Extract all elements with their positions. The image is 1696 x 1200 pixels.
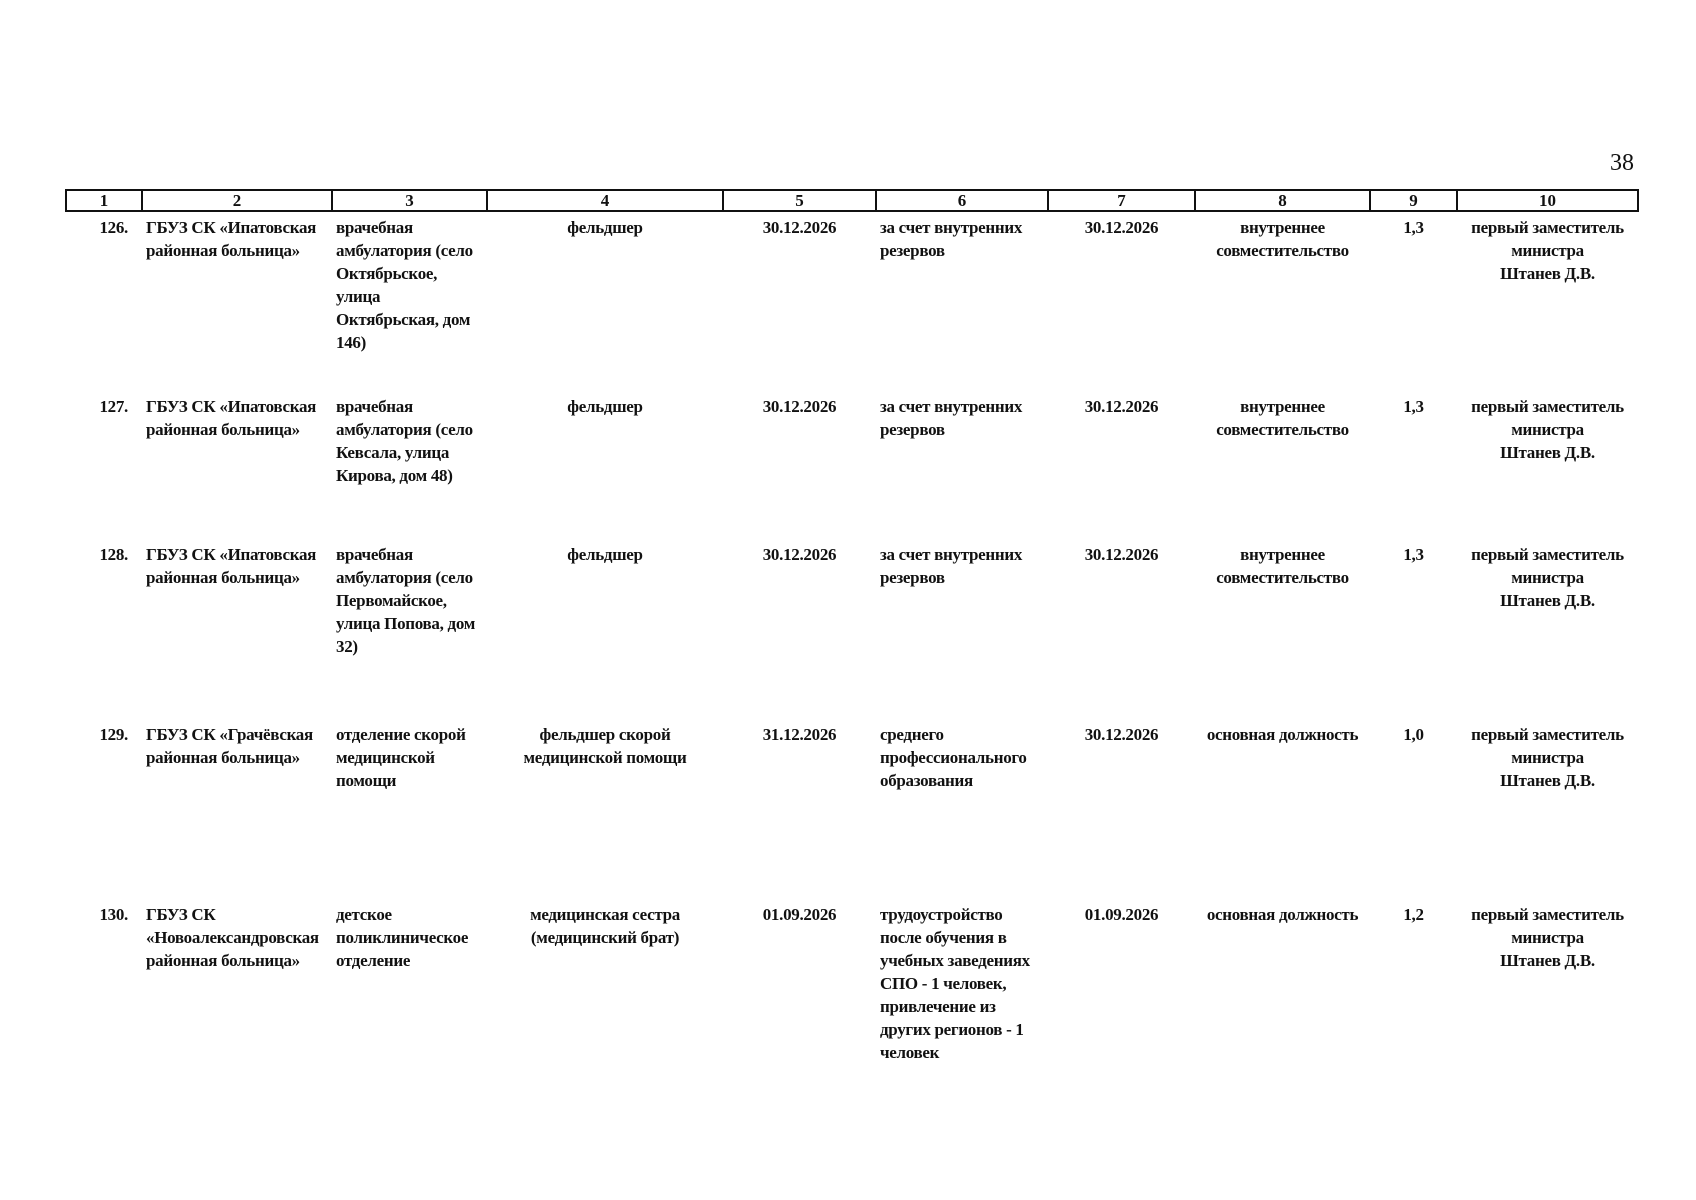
organization-cell: ГБУЗ СК «Грачёвская районная больница»: [146, 725, 313, 767]
employment-type-cell: внутреннее совместительство: [1216, 545, 1349, 587]
table-row: [66, 391, 1638, 539]
unit-cell: врачебная амбулатория (село Кевсала, улица Кирова, дом 48): [336, 397, 473, 485]
column-header-1: 1: [66, 190, 142, 211]
unit-cell: врачебная амбулатория (село Октябрьское, улица Октябрьская, дом 146): [336, 218, 473, 352]
position-cell: фельдшер: [567, 545, 643, 564]
position-cell: фельдшер: [567, 397, 643, 416]
source-cell: среднего профессионального образования: [880, 725, 1027, 790]
organization-cell: ГБУЗ СК «Ипатовская районная больница»: [146, 218, 317, 260]
responsible-cell: первый заместитель министра Штанев Д.В.: [1471, 397, 1624, 462]
employment-type-cell: внутреннее совместительство: [1216, 218, 1349, 260]
position-cell: фельдшер: [567, 218, 643, 237]
unit-cell: детское поликлиническое отделение: [336, 905, 469, 970]
column-header-7: 7: [1048, 190, 1195, 211]
source-cell: трудоустройство после обучения в учебных заведениях СПО - 1 человек, привлечение из других регионов - 1 человек: [880, 905, 1030, 1062]
table-row: [66, 539, 1638, 719]
responsible-cell: первый заместитель министра Штанев Д.В.: [1471, 218, 1624, 283]
position-cell: фельдшер скорой медицинской помощи: [523, 725, 687, 767]
rate-cell: 1,2: [1403, 905, 1424, 924]
need-date-cell: 01.09.2026: [762, 905, 837, 924]
organization-cell: ГБУЗ СК «Ипатовская районная больница»: [146, 397, 317, 439]
source-cell: за счет внутренних резервов: [880, 545, 1023, 587]
page-number: 38: [1610, 150, 1634, 176]
column-number-row: [66, 190, 1638, 211]
rate-cell: 1,3: [1403, 218, 1424, 237]
fill-date-cell: 30.12.2026: [1084, 545, 1159, 564]
row-number: 127.: [99, 397, 128, 416]
column-header-6: 6: [876, 190, 1048, 211]
rate-cell: 1,0: [1403, 725, 1424, 744]
need-date-cell: 31.12.2026: [762, 725, 837, 744]
source-cell: за счет внутренних резервов: [880, 218, 1023, 260]
column-header-9: 9: [1370, 190, 1457, 211]
need-date-cell: 30.12.2026: [762, 218, 837, 237]
employment-type-cell: основная должность: [1206, 725, 1359, 744]
column-header-2: 2: [142, 190, 332, 211]
organization-cell: ГБУЗ СК «Ипатовская районная больница»: [146, 545, 317, 587]
fill-date-cell: 01.09.2026: [1084, 905, 1159, 924]
column-header-10: 10: [1457, 190, 1638, 211]
need-date-cell: 30.12.2026: [762, 545, 837, 564]
table-row: [66, 719, 1638, 899]
row-number: 130.: [99, 905, 128, 924]
unit-cell: отделение скорой медицинской помощи: [336, 725, 466, 790]
table-row: [66, 899, 1638, 1099]
responsible-cell: первый заместитель министра Штанев Д.В.: [1471, 905, 1624, 970]
column-header-8: 8: [1195, 190, 1370, 211]
row-number: 128.: [99, 545, 128, 564]
fill-date-cell: 30.12.2026: [1084, 725, 1159, 744]
employment-type-cell: основная должность: [1206, 905, 1359, 924]
position-cell: медицинская сестра (медицинский брат): [530, 905, 680, 947]
organization-cell: ГБУЗ СК «Новоалександровская районная больница»: [146, 905, 319, 970]
table-row: [66, 211, 1638, 391]
row-number: 126.: [99, 218, 128, 237]
fill-date-cell: 30.12.2026: [1084, 397, 1159, 416]
column-header-3: 3: [332, 190, 487, 211]
need-date-cell: 30.12.2026: [762, 397, 837, 416]
row-number: 129.: [99, 725, 128, 744]
source-cell: за счет внутренних резервов: [880, 397, 1023, 439]
rate-cell: 1,3: [1403, 545, 1424, 564]
employment-type-cell: внутреннее совместительство: [1216, 397, 1349, 439]
column-header-4: 4: [487, 190, 723, 211]
fill-date-cell: 30.12.2026: [1084, 218, 1159, 237]
staffing-table: [65, 189, 1639, 1099]
rate-cell: 1,3: [1403, 397, 1424, 416]
column-header-5: 5: [723, 190, 876, 211]
responsible-cell: первый заместитель министра Штанев Д.В.: [1471, 545, 1624, 610]
responsible-cell: первый заместитель министра Штанев Д.В.: [1471, 725, 1624, 790]
unit-cell: врачебная амбулатория (село Первомайское, улица Попова, дом 32): [336, 545, 475, 656]
